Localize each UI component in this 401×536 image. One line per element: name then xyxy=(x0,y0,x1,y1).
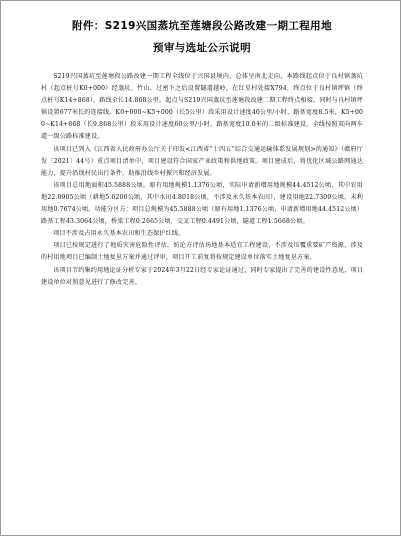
title-line-1: 附件：S219兴国蒸坑至莲塘段公路改建一期工程用地 xyxy=(72,20,332,32)
title-line-2: 预审与选址公示说明 xyxy=(152,42,252,54)
paragraph-policy-compliance: 该项目已列入《江西省人民政府办公厅关于印发<江西省“十四五”综合交通运输体系发展规划>的通知》（赣府厅发〔2021〕44号）重点项目清单中，项目建设符合国家产业政策和供地政策。项目建成后，将优化区域公路网通达能力，提升沿线村民出行条件，助推沿线乡村振兴和经济发展。 xyxy=(41,145,363,177)
document-body xyxy=(41,71,363,289)
paragraph-land-area: 该项目总用地面积45.5888公顷，原有用地规模1.1376公顷，实际申请新增用地规模44.4512公顷，其中农用地22.0905公顷（耕地5.6206公顷，其中水田4.8018公顷，不涉及永久基本农田），建设用地22.7309公顷，未利用地0.7674公顷。功能分区方：项目总规模为45.5888公顷（原有用地1.1376公顷，申请新增用地44.4512公顷）路基工程43.3064公顷，桥梁工程0.2665公顷，交叉工程0.4491公顷，隧道工程1.5668公顷。 xyxy=(41,181,363,226)
document-page xyxy=(41,15,363,289)
paragraph-project-overview: S219兴国蒸坑至莲塘段公路改建一期工程全线位于兴国县境内，总体呈南北走向，本路线起点位于良村镇蒸坑村（起点桩号K0+000）经蒸坑、竹山、过密下之后设置隧道越岭，在红星村处接X794，终点位于良村镇坪镇（终点桩号K14+868），路线全长14.868公里。起点与S219兴国蒸坑至莲塘段改建二期工程终点相接，同时与良村镇坪镇设置677米长的连接线。K0+000~K5+000（长5公里）段采用设计速度40公里/小时、路基宽度8.5米，K5+000~K14+868（长9.868公里）段采用设计速度60公里/小时、路基宽度10.0米的二级标准建设。全线按照双向两车道一级公路标准建设。 xyxy=(41,73,363,141)
paragraph-farmland-redline: 项目不涉及占用永久基本农田和生态保护红线。 xyxy=(53,230,185,238)
document-title xyxy=(41,15,363,59)
paragraph-expert-review: 该项目节约集约用地论证分析专家于2024年3月22日经专家论证通过，同时专家提出了完善的建设性意见，项目建设单位对照意见进行了修改完善。 xyxy=(41,266,363,286)
paragraph-geological-assessment: 项目已按规定进行了地质灾害危险性评估，妨论方评估场地基本适宜工程建设，不涉及压覆重要矿产资源，涉及的村用地项目已编制土地复垦方案并通过评审，项目开工前复将按规定建设单位落实土地复垦方案。 xyxy=(41,242,363,262)
